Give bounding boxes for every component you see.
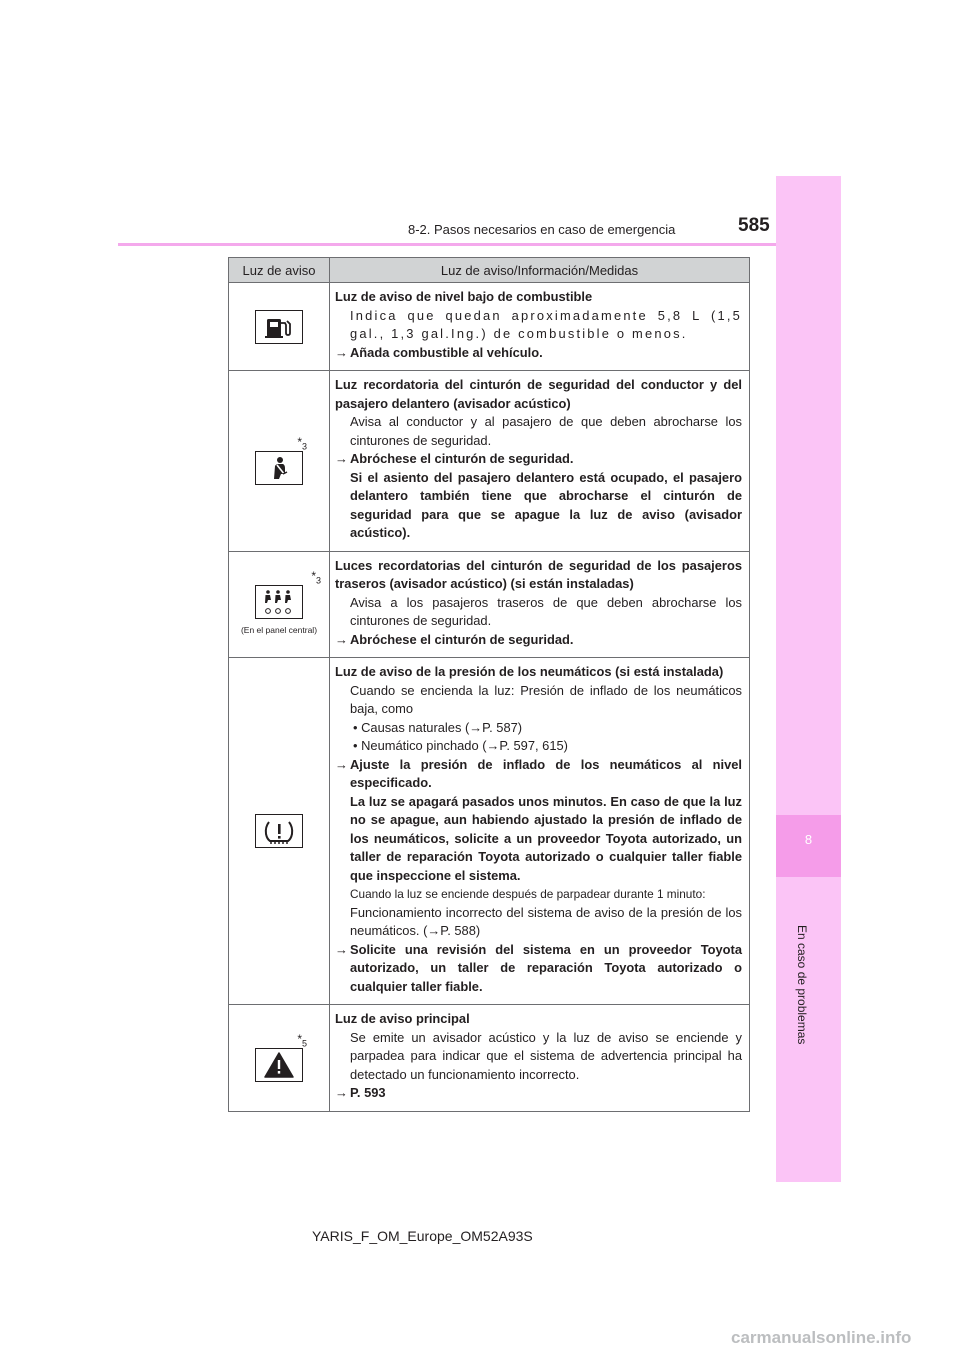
- warning-lights-table: [228, 257, 750, 1112]
- light-action: → Añada combustible al vehículo.: [335, 344, 543, 360]
- icon-cell: [229, 371, 330, 552]
- info-cell: [330, 283, 750, 371]
- info-cell: [330, 371, 750, 552]
- light-title: Luz recordatoria del cinturón de seguridad del conductor y del pasajero delantero (avisador acústico): [335, 377, 742, 411]
- column-header-info: Luz de aviso/Información/Medidas: [330, 258, 750, 283]
- table-row: [229, 551, 750, 658]
- section-title: 8-2. Pasos necesarios en caso de emergencia: [408, 222, 676, 237]
- footnote-marker: $*_3$: [311, 568, 322, 586]
- seatbelt-icon: [255, 451, 303, 485]
- list-item: • Neumático pinchado (→P. 597, 615): [353, 738, 568, 753]
- light-action: → Solicite una revisión del sistema en un proveedor Toyota autorizado, un taller de reparación Toyota autorizado o cualquier taller fiable.: [335, 941, 742, 994]
- watermark: carmanualsonline.info: [731, 1328, 912, 1347]
- info-cell: [330, 658, 750, 1005]
- icon-cell: [229, 551, 330, 658]
- chapter-title: En caso de problemas: [795, 925, 809, 1045]
- light-description: Funcionamiento incorrecto del sistema de aviso de la presión de los neumáticos. (→P. 588): [350, 904, 742, 938]
- light-description: Indica que quedan aproximadamente 5,8 L (1,5 gal., 1,3 gal.Ing.) de combustible o menos.: [350, 307, 742, 341]
- table-row: [229, 283, 750, 371]
- footnote-marker: $*_3$: [297, 434, 307, 452]
- icon-cell: [229, 283, 330, 371]
- light-action-detail: Si el asiento del pasajero delantero está ocupado, el pasajero delantero también tiene que abrocharse el cinturón de seguridad para que se apague la luz de aviso (avisador acústico).: [350, 469, 742, 540]
- icon-cell: [229, 658, 330, 1005]
- fuel-pump-icon: [255, 310, 303, 344]
- rear-seatbelts-icon: [255, 585, 303, 619]
- document-code: YARIS_F_OM_Europe_OM52A93S: [312, 1228, 533, 1244]
- header-divider: [118, 243, 841, 246]
- tire-pressure-icon: [255, 814, 303, 848]
- light-description: Se emite un avisador acústico y la luz de aviso se enciende y parpadea para indicar que el sistema de advertencia principal ha detectado un funcionamiento incorrecto.: [350, 1029, 742, 1082]
- light-title: Luz de aviso de la presión de los neumáticos (si está instalada): [335, 664, 724, 679]
- light-condition: Cuando la luz se enciende después de parpadear durante 1 minuto:: [350, 887, 706, 901]
- light-action: → Abróchese el cinturón de seguridad.: [335, 631, 574, 647]
- light-description: Cuando se encienda la luz: Presión de inflado de los neumáticos baja, como: [350, 682, 742, 716]
- light-description: Avisa a los pasajeros traseros de que deben abrocharse los cinturones de seguridad.: [350, 594, 742, 628]
- chapter-number: 8: [804, 832, 813, 847]
- footnote-marker: $*_5$: [297, 1031, 307, 1049]
- column-header-light: Luz de aviso: [229, 258, 330, 283]
- light-action-detail: La luz se apagará pasados unos minutos. En caso de que la luz no se apague, aun habiendo ajustado la presión de inflado de los neumáticos, solicite a un proveedor Toyota autorizado, un taller de reparación Toyota autorizado o cualquier taller fiable que inspeccione el sistema.: [350, 793, 742, 883]
- info-cell: [330, 1005, 750, 1112]
- table-row: [229, 658, 750, 1005]
- icon-cell: [229, 1005, 330, 1112]
- light-action: → Ajuste la presión de inflado de los neumáticos al nivel especificado.: [335, 756, 742, 790]
- table-header-row: [229, 258, 750, 283]
- table-row: [229, 1005, 750, 1112]
- light-action: → P. 593: [335, 1085, 386, 1100]
- list-item: • Causas naturales (→P. 587): [353, 719, 523, 735]
- table-row: [229, 371, 750, 552]
- info-cell: [330, 551, 750, 658]
- light-description: Avisa al conductor y al pasajero de que deben abrocharse los cinturones de seguridad.: [350, 414, 742, 448]
- page-number: 585: [738, 215, 770, 236]
- master-warning-icon: [255, 1048, 303, 1082]
- icon-caption: (En el panel central): [240, 624, 318, 635]
- light-title: Luz de aviso de nivel bajo de combustible: [335, 289, 593, 304]
- light-title: Luces recordatorias del cinturón de seguridad de los pasajeros traseros (avisador acústico) (si están instaladas): [335, 557, 742, 591]
- light-action: → Abróchese el cinturón de seguridad.: [335, 451, 574, 466]
- light-title: Luz de aviso principal: [335, 1011, 470, 1026]
